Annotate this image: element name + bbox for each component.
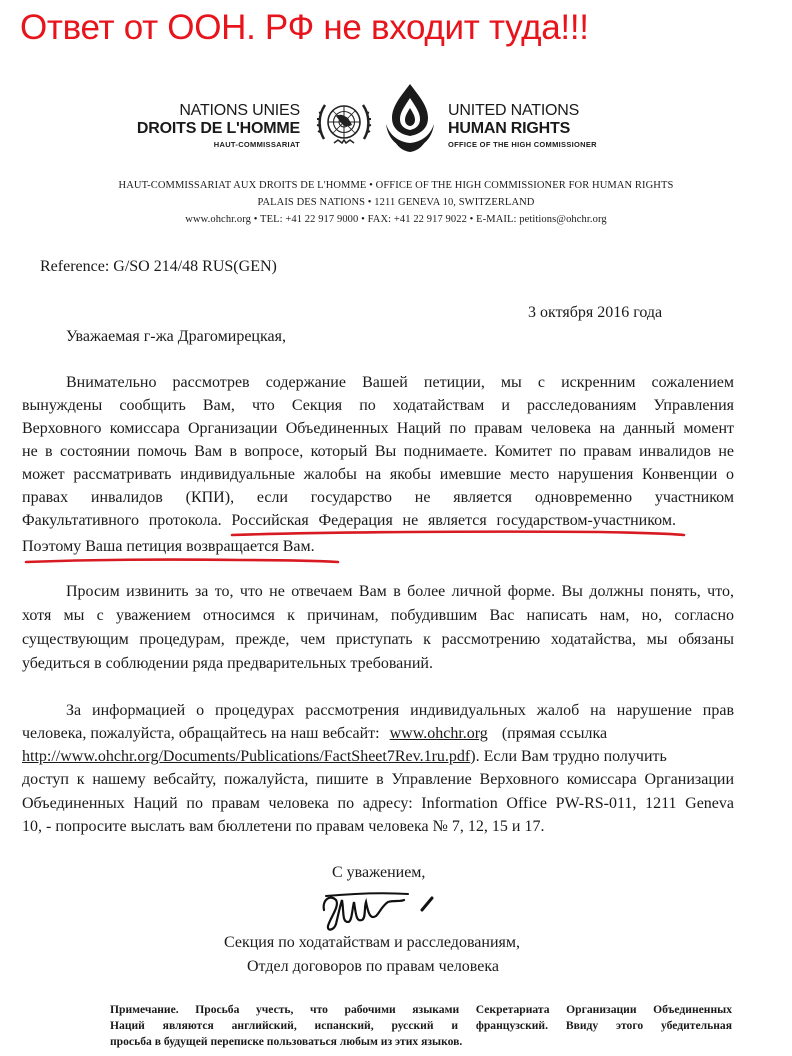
paragraph3-text: человека, пожалуйста, обращайтесь на наш вебсайт:	[22, 725, 380, 742]
paragraph1-line: может рассматривать индивидуальные жалобы на якобы имевшие место нарушения Конвенции о	[22, 466, 734, 483]
paragraph3-line: 10, - попросите выслать вам бюллетени по правам человека № 7, 12, 15 и 17.	[22, 818, 545, 835]
paragraph2-line: Просим извинить за то, что не отвечаем Вам в более личной форме. Вы должны понять, что,	[66, 583, 734, 600]
paragraph2-line: убедиться в соблюдении ряда предварительных требований.	[22, 655, 433, 672]
address-line-3: www.ohchr.org • TEL: +41 22 917 9000 • FAX: +41 22 917 9022 • E-MAIL: petitions@ohchr.org	[185, 214, 607, 225]
closing-department: Отдел договоров по правам человека	[247, 958, 499, 975]
closing-regards: С уважением,	[332, 864, 426, 881]
red-underline-2	[26, 560, 338, 562]
letter-date: 3 октября 2016 года	[528, 304, 663, 321]
website-link[interactable]: www.ohchr.org	[389, 725, 488, 742]
red-underline-1	[232, 532, 684, 535]
office-high-commissioner-text: OFFICE OF THE HIGH COMMISSIONER	[448, 140, 597, 149]
address-line-1: HAUT-COMMISSARIAT AUX DROITS DE L'HOMME • OFFICE OF THE HIGH COMMISSIONER FOR HUMAN RIGHTS	[118, 180, 674, 191]
paragraph3-text: ). Если Вам трудно получить	[470, 748, 667, 765]
paragraph1-line: вынуждены сообщить Вам, что Секция по ходатайствам и расследованиям Управления	[22, 397, 734, 414]
paragraph2-line: хотя мы с уважением относимся к причинам, побудившим Вас написать нам, но, согласно	[22, 607, 734, 624]
paragraph3-line-website	[22, 725, 734, 743]
factsheet-link[interactable]: http://www.ohchr.org/Documents/Publications/FactSheet7Rev.1ru.pdf	[22, 748, 471, 765]
human-rights-text: HUMAN RIGHTS	[448, 120, 571, 137]
paragraph3-line: Объединенных Наций по правам человека по адресу: Information Office PW-RS-011, 1211 Geneva	[22, 795, 734, 812]
paragraph1-line: Поэтому Ваша петиция возвращается Вам.	[22, 538, 315, 555]
note-line: Примечание. Просьба учесть, что рабочими языками Секретариата Организации Объединенных	[110, 1003, 732, 1016]
closing-section: Секция по ходатайствам и расследованиям,	[224, 934, 520, 951]
paragraph1-line: Факультативного протокола. Российская Федерация не является государством-участником.	[22, 512, 676, 529]
paragraph3-line: За информацией о процедурах рассмотрения индивидуальных жалоб на нарушение прав	[66, 702, 734, 719]
salutation: Уважаемая г-жа Драгомирецкая,	[66, 328, 286, 345]
paragraph1-line: Внимательно рассмотрев содержание Вашей петиции, мы с искренним сожалением	[66, 374, 734, 391]
united-nations-text: UNITED NATIONS	[448, 102, 580, 119]
note-line: Наций являются английский, испанский, русский и французский. Ввиду этого убедительная	[110, 1019, 732, 1032]
paragraph1-line: правах инвалидов (КПИ), если государство не является одновременно участником	[22, 489, 734, 506]
paragraph3-text: (прямая ссылка	[501, 725, 608, 742]
reference-number: Reference: G/SO 214/48 RUS(GEN)	[40, 258, 277, 275]
paragraph3-line-factsheet	[22, 748, 734, 766]
address-line-2: PALAIS DES NATIONS • 1211 GENEVA 10, SWITZERLAND	[257, 197, 535, 208]
headline: Ответ от ООН. РФ не входит туда!!!	[20, 8, 589, 47]
signature	[318, 888, 448, 938]
paragraph2-line: существующим процедурам, прежде, чем приступать к рассмотрению ходатайства, мы обязаны	[22, 631, 734, 648]
nations-unies-text: NATIONS UNIES	[179, 102, 300, 119]
paragraph1-line: Верховного комиссара Организации Объединенных Наций по правам человека на данный момент	[22, 420, 734, 437]
paragraph1-line: не в состоянии помочь Вам в вопросе, который Вы поднимаете. Комитет по правам инвалидов не	[22, 443, 734, 460]
droits-de-lhomme-text: DROITS DE L'HOMME	[136, 120, 300, 137]
paragraph3-line: доступ к нашему вебсайту, пожалуйста, пишите в Управление Верховного комиссара Организации	[22, 771, 734, 788]
note-line: просьба в будущей переписке пользоваться любым из этих языков.	[110, 1035, 463, 1048]
haut-commissariat-text: HAUT-COMMISSARIAT	[213, 140, 300, 149]
